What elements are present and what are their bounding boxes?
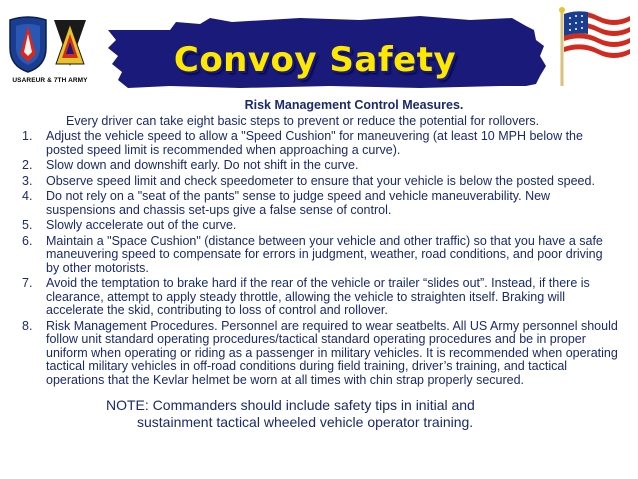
list-item — [0, 159, 638, 173]
step-text: Avoid the temptation to brake hard if the rear of the vehicle or trailer “slides out”. Instead, if there is clearance, attempt to apply steady throttle, allowing the vehicle to straighten itself. Braking will accelerate the skid, contributing to loss of control and rollover. — [46, 276, 590, 317]
step-number: 6. — [22, 233, 33, 248]
step-number: 2. — [22, 158, 33, 172]
step-number: 1. — [22, 129, 33, 143]
step-number: 7. — [22, 276, 33, 290]
note-line-2: sustainment tactical wheeled vehicle operator training. — [137, 414, 474, 430]
us-flag-icon — [556, 6, 632, 86]
list-item — [0, 235, 638, 276]
step-text: Maintain a "Space Cushion" (distance between your vehicle and other traffic) so that you have a safe maneuvering speed to compensate for errors in judgment, weather, road conditions, and poor driving by other motorists. — [46, 233, 603, 275]
step-text: Slow down and downshift early. Do not shift in the curve. — [46, 158, 359, 172]
step-text: Observe speed limit and check speedometer to ensure that your vehicle is below the posted speed. — [46, 173, 595, 188]
list-item — [0, 277, 638, 318]
subheading: Risk Management Control Measures. — [244, 98, 464, 112]
step-number: 5. — [22, 218, 33, 232]
steps-list — [0, 130, 638, 387]
insignia-caption: USAREUR & 7TH ARMY — [12, 77, 88, 84]
content — [0, 92, 638, 431]
list-item — [0, 175, 638, 189]
step-number: 4. — [22, 189, 33, 203]
list-item — [0, 219, 638, 233]
page-title: Convoy Safety — [173, 40, 457, 80]
step-text: Adjust the vehicle speed to allow a "Speed Cushion" for maneuvering (at least 10 MPH below the posted speed limit is recommended when approaching a curve). — [46, 129, 583, 157]
intro-text: Every driver can take eight basic steps to prevent or reduce the potential for rollovers. — [66, 114, 540, 128]
step-number: 3. — [22, 173, 33, 188]
step-number: 8. — [22, 318, 33, 333]
step-text: Do not rely on a "seat of the pants" sense to judge speed and vehicle maneuverability. New suspensions and chassis set-ups give a false sense of control. — [46, 189, 551, 217]
army-insignia-icon — [6, 14, 98, 76]
header — [0, 0, 638, 92]
list-item — [0, 320, 638, 388]
note-line-1: NOTE: Commanders should include safety tips in initial and — [106, 397, 475, 413]
list-item — [0, 190, 638, 217]
step-text: Risk Management Procedures. Personnel are required to wear seatbelts. All US Army personnel should follow unit standard operating procedures/tactical standard operating procedures and be in proper uniform when operating or riding as a passenger in military vehicles. It is recommended when operating tactical military vehicles in off-road conditions during field training, driver’s training, and tactical operations that the Kevlar helmet be worn at all times with chin strap properly secured. — [46, 318, 618, 387]
note — [106, 397, 638, 431]
list-item — [0, 130, 638, 157]
step-text: Slowly accelerate out of the curve. — [46, 218, 237, 232]
